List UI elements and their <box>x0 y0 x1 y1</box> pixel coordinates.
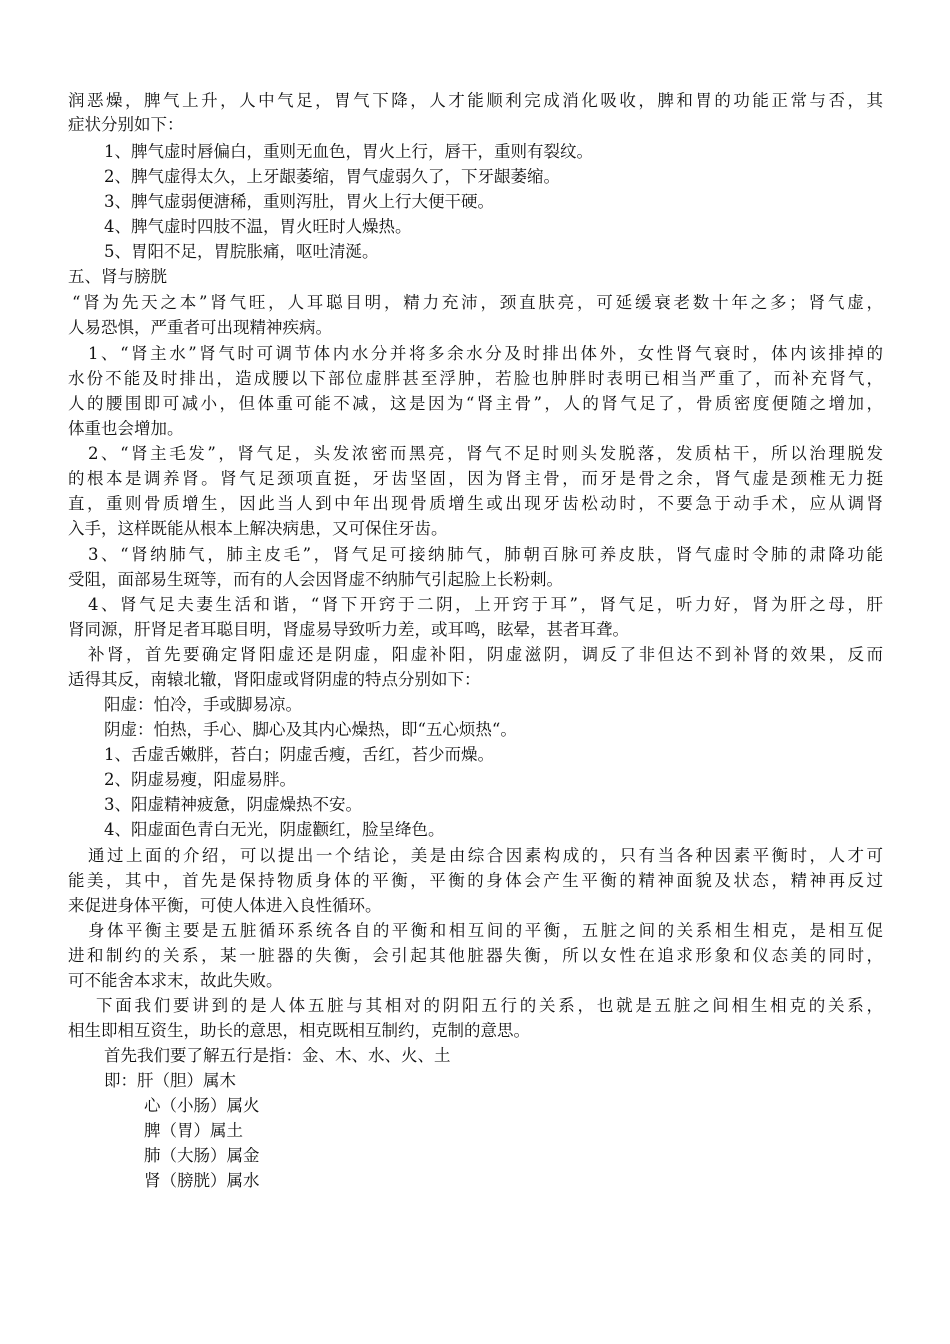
paragraph-line: 身体平衡主要是五脏循环系统各自的平衡和相互间的平衡，五脏之间的关系相生相克，是相互促 <box>88 921 883 940</box>
list-item: 5、胃阳不足，胃脘胀痛，呕吐清涎。 <box>104 242 379 261</box>
paragraph-line: 症状分别如下： <box>68 115 184 134</box>
list-item: 心（小肠）属火 <box>144 1096 260 1115</box>
paragraph-line: 人的腰围即可减小，但体重可能不减，这是因为“肾主骨”，人的肾气足了，骨质密度便随之增加， <box>68 394 883 413</box>
paragraph-line: 下面我们要讲到的是人体五脏与其相对的阴阳五行的关系，也就是五脏之间相生相克的关系， <box>96 996 883 1015</box>
paragraph-line: 阳虚：怕冷，手或脚易凉。 <box>104 695 302 714</box>
paragraph-line: 入手，这样既能从根本上解决病患，又可保住牙齿。 <box>68 519 448 538</box>
paragraph-line: “肾为先天之本”肾气旺，人耳聪目明，精力充沛，颈直肤亮，可延缓衰老数十年之多；肾气虚， <box>72 293 883 312</box>
paragraph-line: 2、“肾主毛发”，肾气足，头发浓密而黑亮，肾气不足时则头发脱落，发质枯干，所以治理脱发 <box>88 444 883 463</box>
list-item: 1、舌虚舌嫩胖，苔白；阴虚舌瘦，舌红，苔少而燥。 <box>104 745 494 764</box>
paragraph-line: 来促进身体平衡，可使人体进入良性循环。 <box>68 896 382 915</box>
paragraph-line: 通过上面的介绍，可以提出一个结论，美是由综合因素构成的，只有当各种因素平衡时，人才可 <box>88 846 883 865</box>
paragraph-line: 润恶燥，脾气上升，人中气足，胃气下降，人才能顺利完成消化吸收，脾和胃的功能正常与否，其 <box>68 91 883 110</box>
paragraph-line: 4、肾气足夫妻生活和谐，“肾下开窍于二阴，上开窍于耳”，肾气足，听力好，肾为肝之母，肝 <box>88 595 883 614</box>
list-item: 2、阴虚易瘦，阳虚易胖。 <box>104 770 296 789</box>
list-item: 4、阳虚面色青白无光，阴虚颧红，脸呈绛色。 <box>104 820 445 839</box>
list-item: 肾（膀胱）属水 <box>144 1171 260 1190</box>
paragraph-line: 相生即相互资生，助长的意思，相克既相互制约，克制的意思。 <box>68 1021 530 1040</box>
paragraph-line: 进和制约的关系，某一脏器的失衡，会引起其他脏器失衡，所以女性在追求形象和仪态美的同时， <box>68 946 883 965</box>
paragraph-line: 受阻，面部易生斑等，而有的人会因肾虚不纳肺气引起脸上长粉刺。 <box>68 570 563 589</box>
paragraph-line: 补肾，首先要确定肾阳虚还是阴虚，阳虚补阳，阴虚滋阴，调反了非但达不到补肾的效果，反而 <box>88 645 883 664</box>
list-item: 3、阳虚精神疲惫，阴虚燥热不安。 <box>104 795 362 814</box>
paragraph-line: 1、“肾主水”肾气时可调节体内水分并将多余水分及时排出体外，女性肾气衰时，体内该排掉的 <box>88 344 883 363</box>
paragraph-line: 水份不能及时排出，造成腰以下部位虚胖甚至浮肿，若脸也肿胖时表明已相当严重了，而补充肾气， <box>68 369 883 388</box>
list-item: 1、脾气虚时唇偏白，重则无血色，胃火上行，唇干，重则有裂纹。 <box>104 142 593 161</box>
paragraph-line: 直，重则骨质增生，因此当人到中年出现骨质增生或出现牙齿松动时，不要急于动手术，应从调肾 <box>68 494 883 513</box>
list-item: 3、脾气虚弱便溏稀，重则泻肚，胃火上行大便干硬。 <box>104 192 494 211</box>
paragraph-line: 可不能舍本求末，故此失败。 <box>68 971 283 990</box>
paragraph-line: 3、“肾纳肺气，肺主皮毛”，肾气足可接纳肺气，肺朝百脉可养皮肤，肾气虚时令肺的肃降功能 <box>88 545 883 564</box>
paragraph-line: 体重也会增加。 <box>68 419 184 438</box>
paragraph-line: 的根本是调养肾。肾气足颈项直挺，牙齿坚固，因为肾主骨，而牙是骨之余，肾气虚是颈椎无力挺 <box>68 469 883 488</box>
paragraph-line: 能美，其中，首先是保持物质身体的平衡，平衡的身体会产生平衡的精神面貌及状态，精神再反过 <box>68 871 883 890</box>
list-item: 即：肝（胆）属木 <box>104 1071 236 1090</box>
section-heading: 五、肾与膀胱 <box>68 267 167 286</box>
list-item: 脾（胃）属土 <box>144 1121 243 1140</box>
list-item: 肺（大肠）属金 <box>144 1146 260 1165</box>
paragraph-line: 人易恐惧，严重者可出现精神疾病。 <box>68 318 332 337</box>
paragraph-line: 肾同源，肝肾足者耳聪目明，肾虚易导致听力差，或耳鸣，眩晕，甚者耳聋。 <box>68 620 629 639</box>
paragraph-line: 首先我们要了解五行是指：金、木、水、火、土 <box>104 1046 451 1065</box>
paragraph-line: 阴虚：怕热，手心、脚心及其内心燥热，即“五心烦热“。 <box>104 720 517 739</box>
list-item: 2、脾气虚得太久，上牙龈萎缩，胃气虚弱久了，下牙龈萎缩。 <box>104 167 560 186</box>
list-item: 4、脾气虚时四肢不温，胃火旺时人燥热。 <box>104 217 412 236</box>
paragraph-line: 适得其反，南辕北辙，肾阳虚或肾阴虚的特点分别如下： <box>68 670 481 689</box>
